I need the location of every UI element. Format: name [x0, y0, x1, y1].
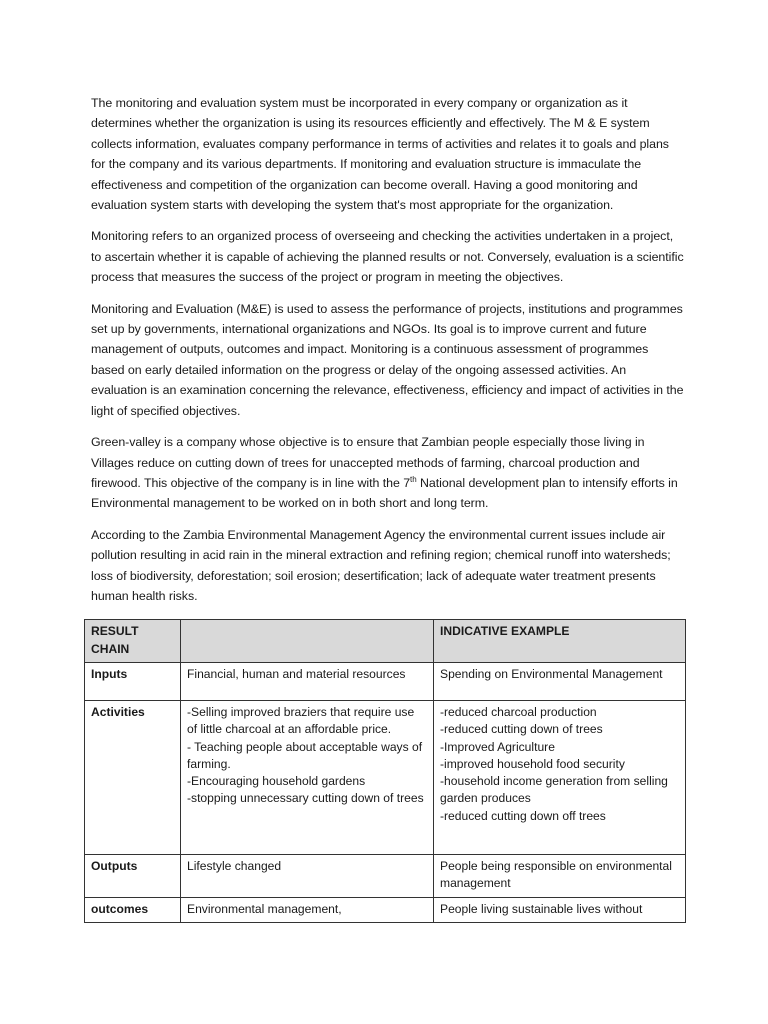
activities-example: [434, 700, 686, 854]
table-row: [85, 854, 686, 897]
result-chain-table: [84, 619, 686, 922]
table-row: [85, 897, 686, 922]
paragraph-me-system: The monitoring and evaluation system must be incorporated in every company or organization as it determines whether the organization is using its resources efficiently and effectively. The M & E system collects information, evaluates company performance in terms of activities and relates it to goals and plans for the company and its various departments. If monitoring and evaluation structure is immaculate the effectiveness and competition of the organization can become overall. Having a good monitoring and evaluation system starts with developing the system that's most appropriate for the organization.: [91, 96, 669, 213]
green-valley-text-part2: National development plan to intensify efforts in Environmental management to be worked on in both short and long term.: [91, 475, 678, 511]
activities-description: [181, 700, 434, 854]
paragraph-zema-issues: According to the Zambia Environmental Management Agency the environmental current issues include air pollution resulting in acid rain in the mineral extraction and refining region; chemical runoff into watersheds; loss of biodiversity, deforestation; soil erosion; desertification; lack of adequate water treatment presents human health risks.: [91, 527, 671, 603]
row-label-inputs: Inputs: [85, 662, 181, 700]
row-label-activities: Activities: [85, 700, 181, 854]
outputs-description: Lifestyle changed: [181, 854, 434, 897]
table-header-row: [85, 620, 686, 663]
row-label-outcomes: outcomes: [85, 897, 181, 922]
inputs-example: Spending on Environmental Management: [434, 662, 686, 700]
activity-item: -stopping unnecessary cutting down of trees: [187, 791, 424, 806]
example-item: -reduced cutting down of trees: [440, 722, 603, 737]
example-item: -Improved Agriculture: [440, 739, 555, 754]
table-row: [85, 662, 686, 700]
example-item: -household income generation from selling garden produces: [440, 774, 668, 806]
header-result-chain: RESULT CHAIN: [85, 620, 181, 663]
table-row: [85, 700, 686, 854]
activity-item: -Selling improved braziers that require use of little charcoal at an affordable price.: [187, 704, 415, 737]
example-item: -reduced cutting down off trees: [440, 808, 606, 823]
green-valley-text-part1: Green-valley is a company whose objective is to ensure that Zambian people especially those living in Villages reduce on cutting down of trees for unaccepted methods of farming, charcoal production and firewood. This objective of the company is in line with the 7: [91, 435, 645, 490]
example-item: -reduced charcoal production: [440, 704, 597, 719]
paragraph-me-purpose: Monitoring and Evaluation (M&E) is used to assess the performance of projects, institutions and programmes set up by governments, international organizations and NGOs. Its goal is to improve current and future management of outputs, outcomes and impact. Monitoring is a continuous assessment of programmes based on early detailed information on the progress or delay of the ongoing assessed activities. An evaluation is an examination concerning the relevance, effectiveness, efficiency and impact of activities in the light of specified objectives.: [91, 301, 684, 418]
header-indicative-example: INDICATIVE EXAMPLE: [434, 620, 686, 663]
outcomes-example: People living sustainable lives without: [434, 897, 686, 922]
outputs-example: People being responsible on environmental management: [434, 854, 686, 897]
activity-item: - Teaching people about acceptable ways of farming.: [187, 739, 423, 771]
example-item: -improved household food security: [440, 756, 625, 771]
header-blank: [181, 620, 434, 663]
paragraph-monitoring-definition: Monitoring refers to an organized process of overseeing and checking the activities undertaken in a project, to ascertain whether it is capable of achieving the planned results or not. Conversely, evaluation is a scientific process that measures the success of the project or program in meeting the objectives.: [91, 229, 684, 285]
activity-item: -Encouraging household gardens: [187, 774, 366, 789]
ordinal-superscript: th: [410, 474, 417, 484]
outcomes-description: Environmental management,: [181, 897, 434, 922]
row-label-outputs: Outputs: [85, 854, 181, 897]
inputs-description: Financial, human and material resources: [181, 662, 434, 700]
paragraph-green-valley: [91, 432, 684, 514]
